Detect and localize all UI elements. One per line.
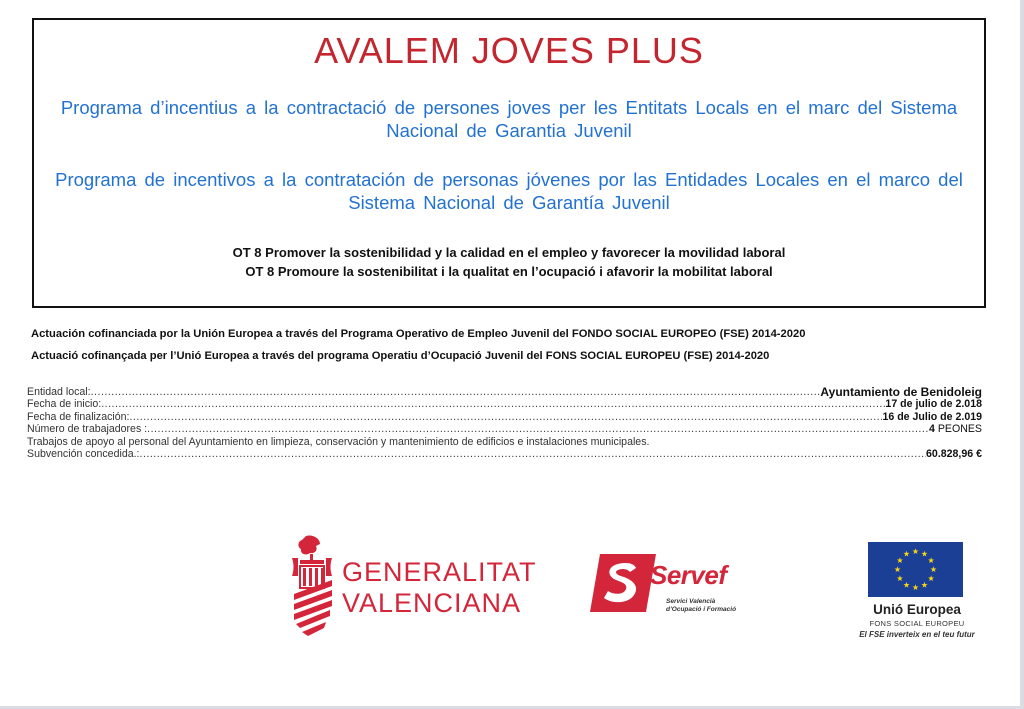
dot-leader: [147, 423, 929, 435]
servef-wordmark: Servef: [650, 560, 727, 590]
workers-unit: PEONES: [934, 423, 982, 436]
detail-row-grant: [27, 448, 982, 460]
start-date-label: Fecha de inicio:: [27, 398, 102, 411]
objective-valencian: OT 8 Promoure la sostenibilitat i la qualitat en l’ocupació i afavorir la mobilitat laboral: [245, 264, 773, 279]
servef-logo: [590, 554, 736, 620]
eu-motto: El FSE inverteix en el teu futur: [859, 630, 975, 639]
grant-label: Subvención concedida.:: [27, 447, 140, 460]
objective-spanish: OT 8 Promover la sostenibilidad y la calidad en el empleo y favorecer la movilidad laboral: [232, 245, 786, 260]
dot-leader: [101, 398, 885, 410]
valencia-coat-of-arms-icon: [288, 534, 338, 640]
program-banner: [32, 18, 986, 308]
entity-value: Ayuntamiento de Benidoleig: [820, 384, 982, 399]
cofinancing-note-spanish: Actuación cofinanciada por la Unión Europea a través del Programa Operativo de Empleo Juvenil del FONDO SOCIAL EUROPEO (FSE) 2014-2020: [31, 328, 806, 340]
program-subtitle-valencian: Programa d’incentius a la contractació de persones joves per les Entitats Locals en el marc del Sistema Nacional de Garantia Juvenil: [60, 97, 958, 141]
page-edge-right: [1020, 0, 1024, 709]
detail-row-workers: [27, 423, 982, 435]
dot-leader: [140, 448, 927, 460]
eu-name: Unió Europea: [873, 602, 961, 617]
dot-leader: [91, 386, 821, 398]
eu-fund-name: FONS SOCIAL EUROPEU: [869, 619, 965, 628]
servef-s-emblem-icon: [590, 554, 656, 612]
detail-row-end: [27, 411, 982, 423]
european-union-logo: [842, 540, 992, 644]
generalitat-line1: GENERALITAT: [342, 557, 537, 587]
generalitat-valenciana-logo: [288, 534, 540, 640]
program-subtitle-spanish: Programa de incentivos a la contratación de personas jóvenes por las Entidades Locales en el marco del Sistema Nacional de Garantía Juvenil: [55, 169, 963, 213]
servef-subtitle-line1: Servici Valencià: [666, 598, 716, 605]
cofinancing-note-valencian: Actuació cofinançada per l’Unió Europea a través del programa Operatiu d’Ocupació Juvenil del FONS SOCIAL EUROPEU (FSE) 2014-2020: [31, 350, 770, 362]
workers-label: Número de trabajadores :: [27, 423, 148, 436]
generalitat-line2: VALENCIANA: [342, 588, 522, 618]
servef-subtitle-line2: d’Ocupació i Formació: [666, 606, 737, 613]
detail-row-entity: [27, 386, 982, 398]
project-details: [27, 386, 982, 460]
end-date-label: Fecha de finalización:: [27, 410, 130, 423]
workers-count: 4: [928, 423, 935, 436]
grant-value: 60.828,96 €: [926, 447, 982, 460]
entity-label: Entidad local:: [27, 385, 91, 398]
project-description: Trabajos de apoyo al personal del Ayuntamiento en limpieza, conservación y mantenimiento de edificios e instalaciones municipales.: [27, 435, 650, 448]
end-date-value: 16 de Julio de 2.019: [882, 410, 982, 423]
detail-row-start: [27, 398, 982, 410]
program-title: AVALEM JOVES PLUS: [314, 30, 704, 71]
workers-value: [929, 423, 982, 435]
start-date-value: 17 de julio de 2.018: [885, 398, 982, 411]
dot-leader: [129, 411, 882, 423]
eu-flag-icon: [868, 542, 963, 597]
